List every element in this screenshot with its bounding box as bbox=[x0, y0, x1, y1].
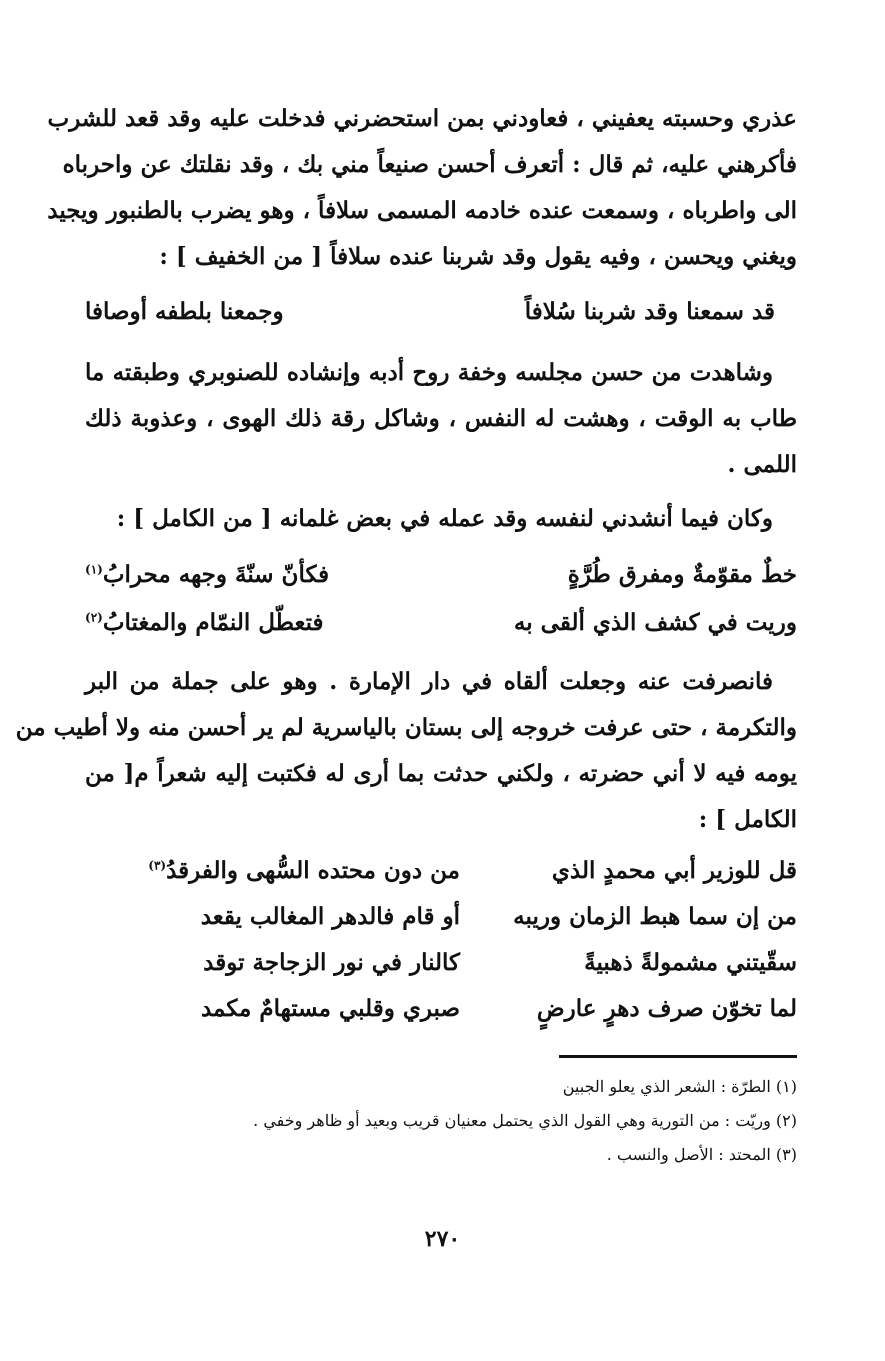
paragraph-2 bbox=[85, 350, 797, 488]
verse-first-hemistich: سقّيتني مشمولةً ذهبيةً bbox=[584, 949, 797, 976]
verse-line bbox=[85, 600, 797, 646]
verse-second-hemistich: صبري وقلبي مستهامٌ مكمد bbox=[200, 995, 460, 1022]
footnote: (٣) المحتد : الأصل والنسب . bbox=[606, 1145, 797, 1164]
text-line: عذري وحسبته يعفيني ، فعاودني بمن استحضرني فدخلت عليه وقد قعد للشرب bbox=[47, 105, 797, 132]
verse-second-hemistich: وجمعنا بلطفه أوصافا bbox=[85, 298, 284, 325]
text-line: الى واطرباه ، وسمعت عنده خادمه المسمى سلافاً ، وهو يضرب بالطنبور ويجيد bbox=[47, 197, 797, 224]
verse-second-hemistich: فتعطّل النمّام والمغتابُ$^{(٢)}$ bbox=[85, 609, 324, 636]
footnote: (٢) وريّت : من التورية وهي القول الذي يحتمل معنيان قريب وبعيد أو ظاهر وخفي . bbox=[253, 1111, 797, 1130]
verse-second-hemistich: أو قام فالدهر المغالب يقعد bbox=[200, 903, 460, 930]
text-line: وكان فيما أنشدني لنفسه وقد عمله في بعض غلمانه [ من الكامل ] : bbox=[116, 505, 773, 532]
footnotes bbox=[85, 1070, 797, 1172]
verse-first-hemistich: خطٌ مقوّمةٌ ومفرق طُرَّةٍ bbox=[567, 561, 797, 588]
text-line: يومه فيه لا أني حضرته ، ولكني حدثت بما أرى له فكتبت إليه شعراً م[ من bbox=[85, 760, 797, 787]
paragraph-1 bbox=[47, 96, 797, 280]
verse-second-hemistich: فكأنّ سنّةَ وجهه محرابُ$^{(١)}$ bbox=[85, 561, 330, 588]
text-line: والتكرمة ، حتى عرفت خروجه إلى بستان بالياسرية لم ير أحسن منه ولا أطيب من bbox=[15, 714, 797, 741]
verse-line bbox=[85, 289, 797, 335]
paragraph-3 bbox=[85, 496, 797, 542]
verse-line bbox=[85, 940, 797, 986]
verse-first-hemistich: لما تخوّن صرف دهرٍ عارضٍ bbox=[536, 995, 797, 1022]
text-line: وشاهدت من حسن مجلسه وخفة روح أدبه وإنشاده للصنوبري وطبقته ما bbox=[85, 359, 773, 386]
verse-first-hemistich: وريت في كشف الذي ألقى به bbox=[513, 609, 797, 636]
verse-second-hemistich: من دون محتده السُّهى والفرقدُ$^{(٣)}$ bbox=[148, 857, 460, 884]
text-line: طاب به الوقت ، وهشت له النفس ، وشاكل رقة ذلك الهوى ، وعذوبة ذلك bbox=[85, 405, 797, 432]
verse-line bbox=[85, 986, 797, 1032]
footnote-marker: (٣) bbox=[148, 858, 167, 873]
paragraph-4 bbox=[15, 659, 797, 843]
footnote: (١) الطرّة : الشعر الذي يعلو الجبين bbox=[562, 1077, 797, 1096]
footnote-marker: (٢) bbox=[85, 610, 103, 625]
verse-line bbox=[85, 552, 797, 598]
verse-second-hemistich: كالنار في نور الزجاجة توقد bbox=[203, 949, 460, 976]
page-number: ٢٧٠ bbox=[424, 1226, 461, 1252]
text-line: اللمى . bbox=[727, 451, 797, 478]
text-line: الكامل ] : bbox=[698, 806, 797, 833]
text-line: فأكرهني عليه، ثم قال : أتعرف أحسن صنيعاً مني بك ، وقد نقلتك عن واحرباه bbox=[62, 151, 797, 178]
verse-first-hemistich: قل للوزير أبي محمدٍ الذي bbox=[551, 857, 797, 884]
verse-line bbox=[85, 848, 797, 894]
verse-first-hemistich: من إن سما هبط الزمان وريبه bbox=[513, 903, 797, 930]
footnote-marker: (١) bbox=[85, 562, 103, 577]
text-line: ويغني ويحسن ، وفيه يقول وقد شربنا عنده سلافاً [ من الخفيف ] : bbox=[159, 243, 797, 270]
verse-line bbox=[85, 894, 797, 940]
footnote-divider bbox=[559, 1055, 797, 1058]
text-line: فانصرفت عنه وجعلت ألقاه في دار الإمارة . وهو على جملة من البر bbox=[85, 668, 773, 695]
verse-first-hemistich: قد سمعنا وقد شربنا سُلافاً bbox=[524, 298, 775, 325]
